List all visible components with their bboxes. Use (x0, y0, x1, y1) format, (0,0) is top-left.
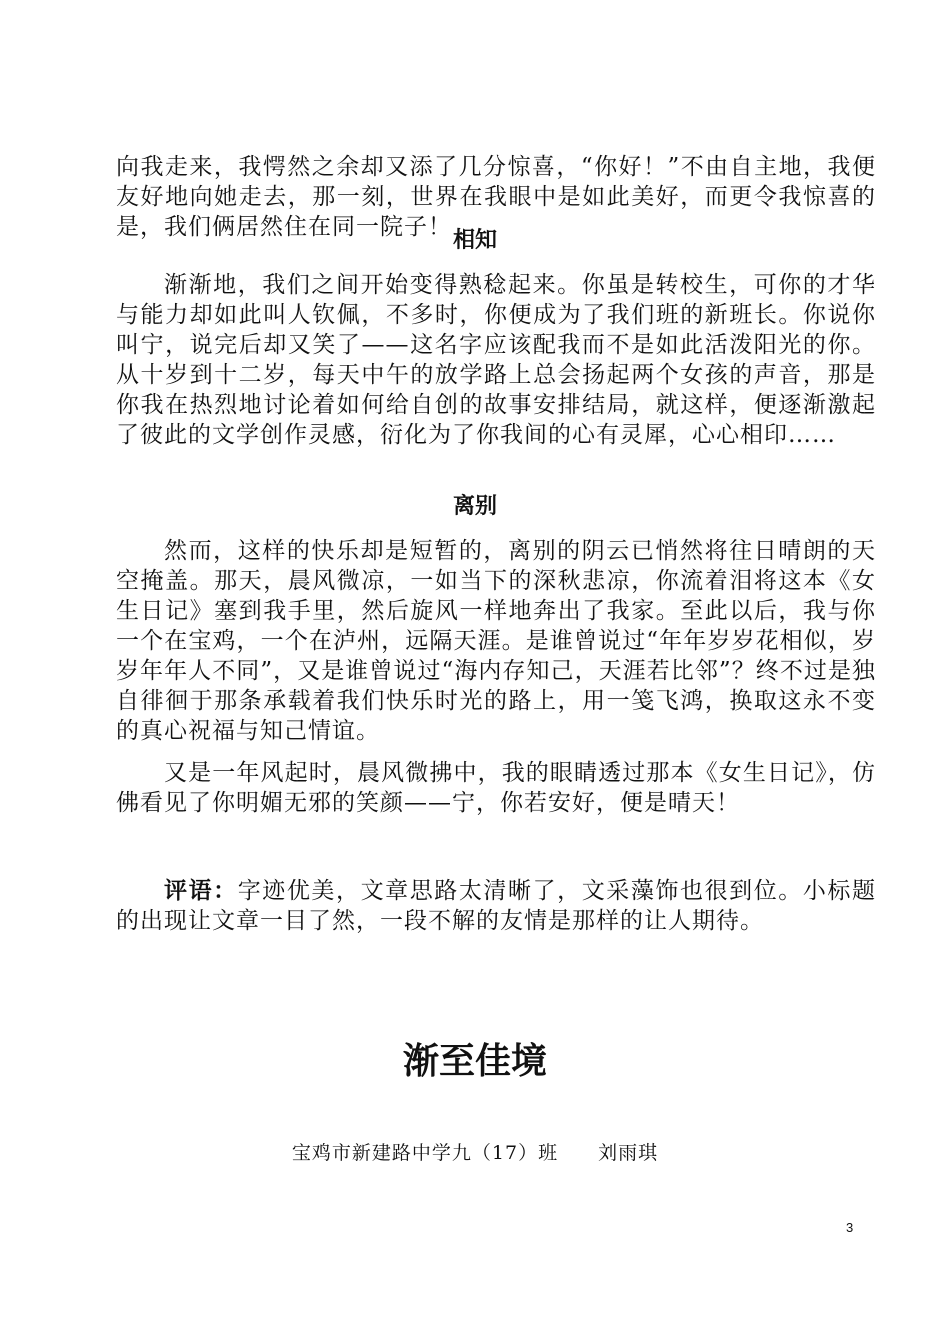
comment-text: 字迹优美，文章思路太清晰了，文采藻饰也很到位。小标题的出现让文章一目了然，一段不解的友情是那样的让人期待。 (116, 878, 877, 934)
comment-label: 评语： (164, 878, 238, 904)
byline (0, 1140, 950, 1166)
paragraph-xiangzhi: 渐渐地，我们之间开始变得熟稔起来。你虽是转校生，可你的才华与能力却如此叫人钦佩，不多时，你便成为了我们班的新班长。你说你叫宁，说完后却又笑了——这名字应该配我而不是如此活泼阳光的你。从十岁到十二岁，每天中午的放学路上总会扬起两个女孩的声音，那是你我在热烈地讨论着如何给自创的故事安排结局，就这样，便逐渐激起了彼此的文学创作灵感，衍化为了你我间的心有灵犀，心心相印…… (116, 272, 876, 448)
paragraph-libie-2: 又是一年风起时，晨风微拂中，我的眼睛透过那本《女生日记》，仿佛看见了你明媚无邪的笑颜——宁，你若安好，便是晴天！ (116, 760, 876, 816)
paragraph-libie-1: 然而，这样的快乐却是短暂的，离别的阴云已悄然将往日晴朗的天空掩盖。那天，晨风微凉，一如当下的深秋悲凉，你流着泪将这本《女生日记》塞到我手里，然后旋风一样地奔出了我家。至此以后，我与你一个在宝鸡，一个在泸州，远隔天涯。是谁曾说过“年年岁岁花相似，岁岁年年人不同”，又是谁曾说过“海内存知己，天涯若比邻”？终不过是独自徘徊于那条承载着我们快乐时光的路上，用一笺飞鸿，换取这永不变的真心祝福与知己情谊。 (116, 538, 876, 744)
page-number: 3 (846, 1220, 854, 1235)
teacher-comment (116, 876, 876, 936)
essay-title: 渐至佳境 (402, 1041, 547, 1082)
paragraph-intro: 向我走来，我愕然之余却又添了几分惊喜，“你好！”不由自主地，我便友好地向她走去，那一刻，世界在我眼中是如此美好，而更令我惊喜的是，我们俩居然住在同一院子！ (116, 154, 876, 240)
author-name: 刘雨琪 (598, 1142, 659, 1164)
section-heading-xiangzhi: 相知 (452, 228, 497, 253)
author-school: 宝鸡市新建路中学九（17）班 (291, 1142, 559, 1164)
section-heading-libie: 离别 (452, 494, 497, 519)
